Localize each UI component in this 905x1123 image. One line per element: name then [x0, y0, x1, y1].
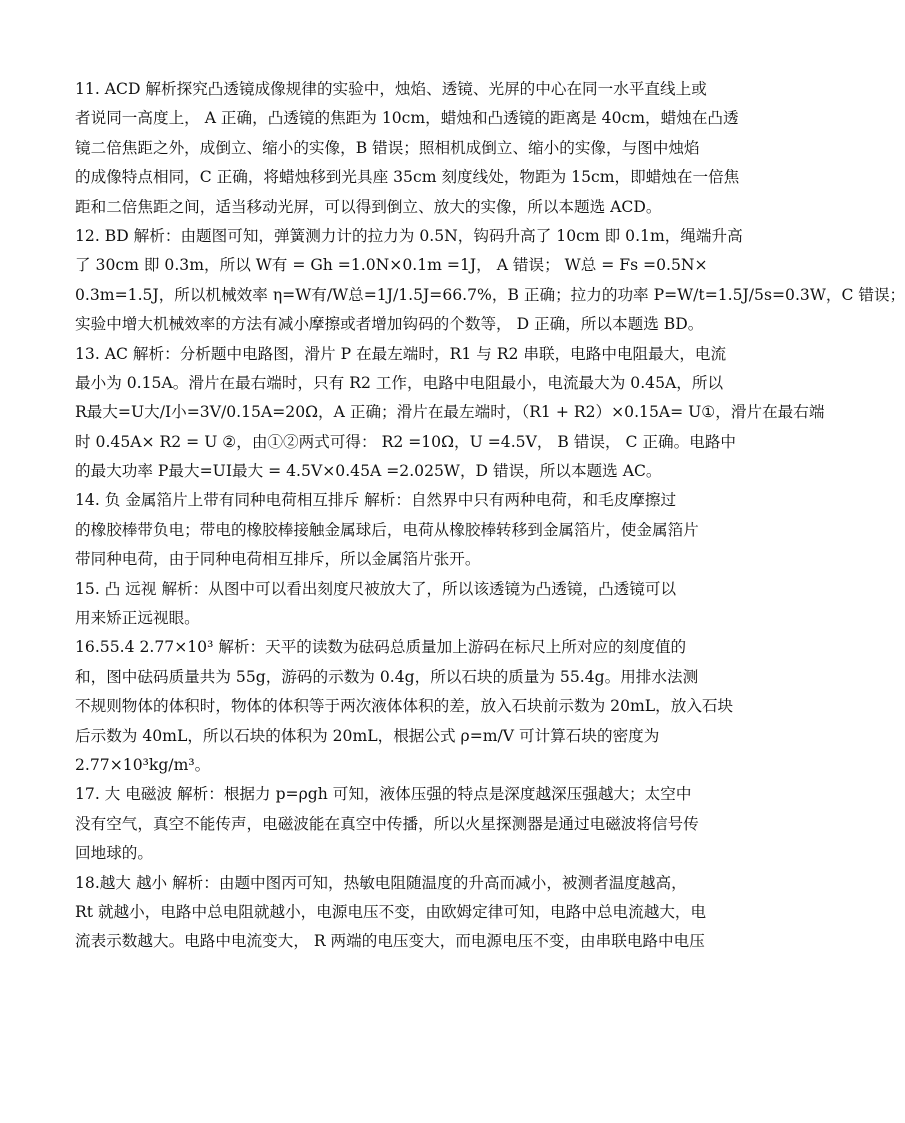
text-line: 的成像特点相同，C 正确，将蜡烛移到光具座 35cm 刻度线处，物距为 15cm，即蜡烛在一倍焦 — [75, 168, 740, 187]
text-line: 的最大功率 P最大=UI最大 = 4.5V×0.45A =2.025W，D 错误，所以本题选 AC。 — [75, 462, 662, 481]
text-line: 了 30cm 即 0.3m，所以 W有 = Gh =1.0N×0.1m =1J， A 错误； W总 = Fs =0.5N× — [75, 256, 708, 275]
text-line: 2.77×10³kg/m³。 — [75, 755, 211, 774]
text-line: 12. BD 解析：由题图可知，弹簧测力计的拉力为 0.5N，钩码升高了 10cm 即 0.1m，绳端升高 — [75, 226, 743, 245]
text-line: 距和二倍焦距之间，适当移动光屏，可以得到倒立、放大的实像，所以本题选 ACD。 — [75, 197, 662, 216]
text-line: R最大=U大/I小=3V/0.15A=20Ω，A 正确；滑片在最左端时，（R1 + R2）×0.15A= U①，滑片在最右端 — [75, 403, 825, 422]
text-line: 不规则物体的体积时，物体的体积等于两次液体体积的差，放入石块前示数为 20mL，放入石块 — [75, 697, 734, 716]
text-line: 实验中增大机械效率的方法有减小摩擦或者增加钩码的个数等， D 正确，所以本题选 BD。 — [75, 315, 704, 334]
text-line: 18.越大 越小 解析：由题中图丙可知，热敏电阻随温度的升高而减小，被测者温度越高， — [75, 873, 687, 892]
text-line: Rt 就越小，电路中总电阻就越小，电源电压不变，由欧姆定律可知，电路中总电流越大，电 — [75, 902, 707, 921]
text-line: 时 0.45A× R2 = U ②，由①②两式可得： R2 =10Ω，U =4.5V， B 错误， C 正确。电路中 — [75, 432, 737, 451]
text-line: 0.3m=1.5J，所以机械效率 η=W有/W总=1J/1.5J=66.7%，B 正确；拉力的功率 P=W/t=1.5J/5s=0.3W，C 错误； — [75, 285, 905, 304]
text-line: 的橡胶棒带负电；带电的橡胶棒接触金属球后，电荷从橡胶棒转移到金属箔片，使金属箔片 — [75, 520, 699, 539]
text-line: 用来矫正远视眼。 — [75, 609, 200, 628]
text-line: 没有空气，真空不能传声，电磁波能在真空中传播，所以火星探测器是通过电磁波将信号传 — [75, 814, 699, 833]
text-line: 后示数为 40mL，所以石块的体积为 20mL，根据公式 ρ=m/V 可计算石块的密度为 — [75, 726, 660, 745]
text-line: 镜二倍焦距之外，成倒立、缩小的实像，B 错误；照相机成倒立、缩小的实像，与图中烛焰 — [75, 138, 700, 157]
text-line: 流表示数越大。电路中电流变大， R 两端的电压变大，而电源电压不变，由串联电路中电压 — [75, 932, 705, 951]
text-line: 13. AC 解析：分析题中电路图，滑片 P 在最左端时，R1 与 R2 串联，电路中电阻最大，电流 — [75, 344, 727, 363]
text-line: 11. ACD 解析探究凸透镜成像规律的实验中，烛焰、透镜、光屏的中心在同一水平直线上或 — [75, 80, 707, 98]
text-line: 14. 负 金属箔片上带有同种电荷相互排斥 解析：自然界中只有两种电荷，和毛皮摩擦过 — [75, 491, 677, 510]
text-line: 最小为 0.15A。滑片在最右端时，只有 R2 工作，电路中电阻最小，电流最大为 0.45A，所以 — [75, 373, 724, 392]
text-line: 回地球的。 — [75, 844, 153, 863]
text-line: 17. 大 电磁波 解析：根据力 p=ρgh 可知，液体压强的特点是深度越深压强越大；太空中 — [75, 785, 692, 804]
text-line: 16.55.4 2.77×10³ 解析：天平的读数为砝码总质量加上游码在标尺上所对应的刻度值的 — [75, 638, 687, 657]
text-line: 和，图中砝码质量共为 55g，游码的示数为 0.4g，所以石块的质量为 55.4g。用排水法测 — [75, 667, 699, 686]
text-line: 者说同一高度上， A 正确，凸透镜的焦距为 10cm，蜡烛和凸透镜的距离是 40cm，蜡烛在凸透 — [75, 109, 739, 128]
text-line: 带同种电荷，由于同种电荷相互排斥，所以金属箔片张开。 — [75, 550, 481, 569]
text-line: 15. 凸 远视 解析：从图中可以看出刻度尺被放大了，所以该透镜为凸透镜，凸透镜可以 — [75, 579, 677, 598]
